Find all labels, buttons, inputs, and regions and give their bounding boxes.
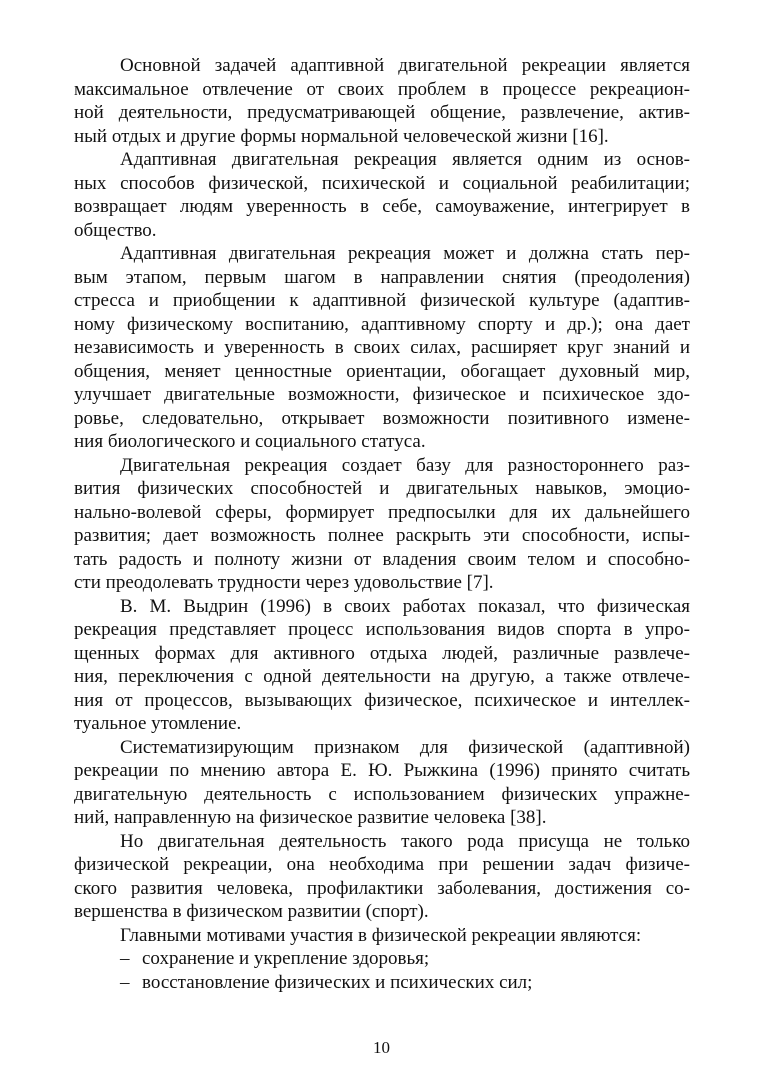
list-item [74, 971, 690, 995]
text-line: ной деятельности, предусматривающей общение, развлечение, актив- [74, 102, 690, 123]
page-number: 10 [373, 1038, 390, 1057]
text-line: ния, переключения с одной деятельности на другую, а также отвлече- [74, 666, 690, 687]
text-line: ний, направленную на физическое развитие человека [38]. [74, 807, 547, 828]
list-item [74, 947, 690, 971]
paragraph-5 [74, 595, 690, 736]
paragraph-6 [74, 736, 690, 830]
paragraph-1 [74, 54, 690, 148]
paragraph-7 [74, 830, 690, 924]
text-line: щенных формах для активного отдыха людей, различные развлече- [74, 642, 690, 664]
text-line: ния биологического и социального статуса. [74, 431, 426, 452]
text-line: сти преодолевать трудности через удовольствие [7]. [74, 572, 494, 593]
text-line: возвращает людям уверенность в себе, самоуважение, интегрирует в [74, 196, 690, 217]
text-line: максимальное отвлечение от своих проблем в процессе рекреацион- [74, 78, 690, 100]
text-line: ского развития человека, профилактики заболевания, достижения со- [74, 877, 690, 899]
text-line: развития; дает возможность полнее раскрыть эти способности, испы- [74, 525, 690, 546]
text-line: Двигательная рекреация создает базу для разностороннего раз- [120, 454, 690, 476]
text-line: ный отдых и другие формы нормальной человеческой жизни [16]. [74, 125, 609, 147]
text-line: физической рекреации, она необходима при решении задач физиче- [74, 854, 690, 875]
text-line: ровье, следовательно, открывает возможности позитивного измене- [74, 407, 690, 429]
text-line: рекреация представляет процесс использования видов спорта в упро- [74, 619, 690, 640]
text-line: В. М. Выдрин (1996) в своих работах показал, что физическая [120, 595, 690, 617]
text-line: общество. [74, 219, 157, 241]
text-line: Систематизирующим признаком для физической (адаптивной) [120, 736, 690, 758]
text-line: рекреации по мнению автора Е. Ю. Рыжкина (1996) принято считать [74, 760, 690, 781]
text-line: тать радость и полноту жизни от владения своим телом и способно- [74, 548, 690, 570]
paragraph-4 [74, 454, 690, 595]
text-line: Адаптивная двигательная рекреация является одним из основ- [120, 149, 690, 170]
dash-marker: – [120, 971, 130, 993]
text-line: туальное утомление. [74, 713, 242, 734]
text-line: общения, меняет ценностные ориентации, обогащает духовный мир, [74, 360, 690, 382]
text-line: улучшает двигательные возможности, физическое и психическое здо- [74, 384, 690, 405]
paragraph-2 [74, 148, 690, 242]
text-line: стресса и приобщении к адаптивной физической культуре (адаптив- [74, 290, 690, 311]
page-body [74, 54, 690, 994]
text-line: вершенства в физическом развитии (спорт). [74, 901, 429, 922]
text-line: ному физическому воспитанию, адаптивному спорту и др.); она дает [74, 313, 690, 335]
paragraph-8 [74, 924, 690, 948]
text-line: Основной задачей адаптивной двигательной рекреации является [120, 55, 690, 76]
dash-marker: – [120, 948, 130, 969]
text-line: вития физических способностей и двигательных навыков, эмоцио- [74, 478, 690, 499]
text-line: Но двигательная деятельность такого рода присуща не только [120, 830, 690, 852]
text-line: нально-волевой сферы, формирует предпосылки для их дальнейшего [74, 501, 690, 523]
text-line: вым этапом, первым шагом в направлении снятия (преодоления) [74, 266, 690, 288]
paragraph-3 [74, 242, 690, 454]
text-line: двигательную деятельность с использованием физических упражне- [74, 783, 690, 805]
list-item-text: восстановление физических и психических сил; [142, 971, 533, 993]
text-line: ных способов физической, психической и социальной реабилитации; [74, 172, 690, 194]
text-line: независимость и уверенность в своих силах, расширяет круг знаний и [74, 337, 690, 358]
text-line: ния от процессов, вызывающих физическое, психическое и интеллек- [74, 689, 690, 711]
text-line: Адаптивная двигательная рекреация может и должна стать пер- [120, 243, 690, 264]
list-item-text: сохранение и укрепление здоровья; [142, 948, 430, 969]
bullet-list [74, 947, 690, 994]
text-line: Главными мотивами участия в физической рекреации являются: [120, 924, 642, 946]
